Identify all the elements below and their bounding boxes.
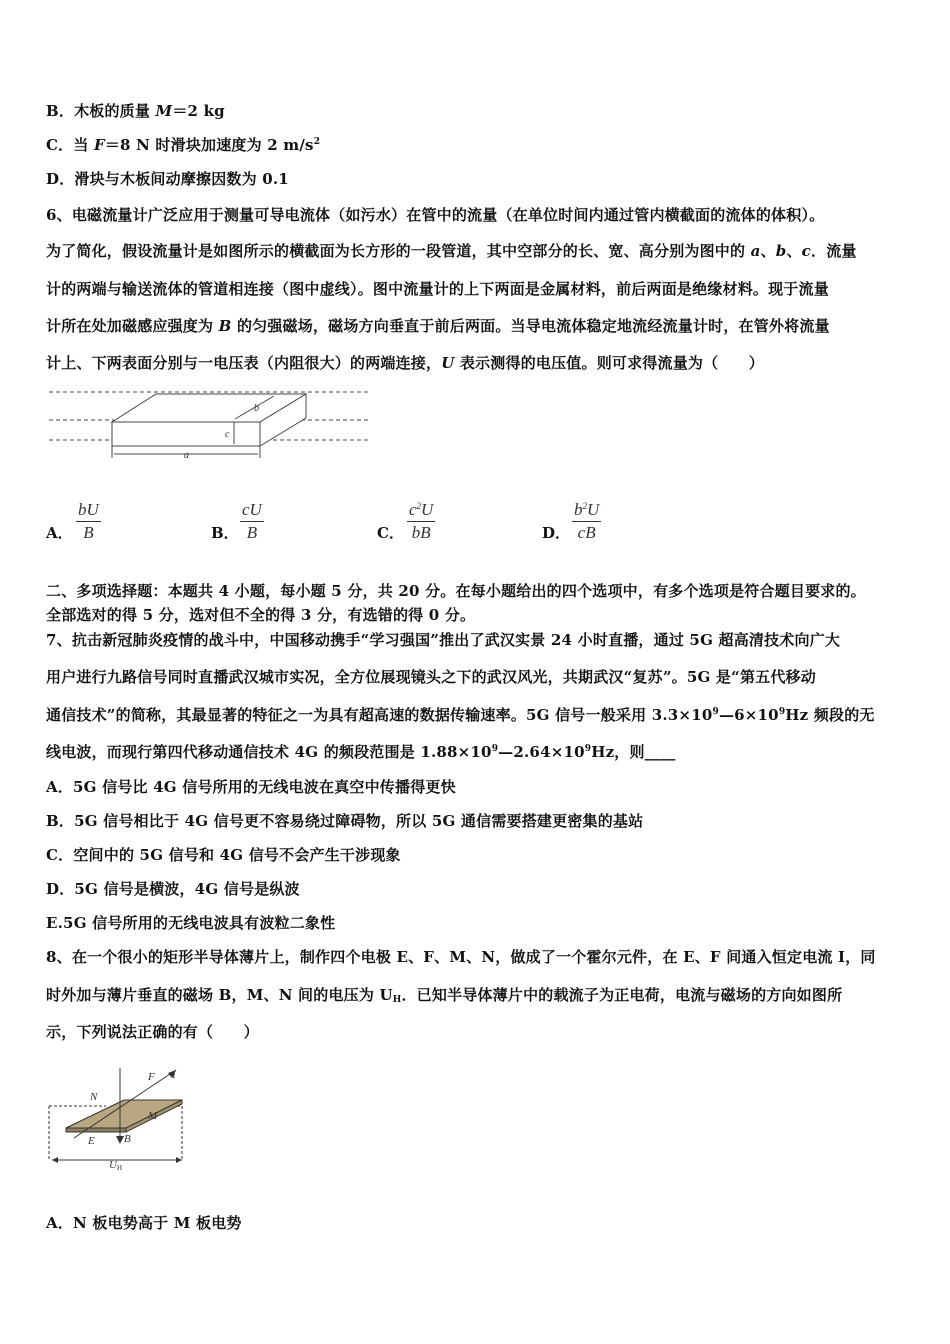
label-f: F: [148, 1071, 155, 1083]
q5-option-d: D．滑块与木板间动摩擦因数为 0.1: [46, 170, 289, 188]
q7-option-e: E.5G 信号所用的无线电波具有波粒二象性: [46, 914, 336, 932]
q6-text-line2: 为了简化，假设流量计是如图所示的横截面为长方形的一段管道，其中空部分的长、宽、高分别为图中的 a、b、c．流量: [46, 242, 857, 260]
q7-option-b: B．5G 信号相比于 4G 信号更不容易绕过障碍物，所以 5G 通信需要搭建更密集的基站: [46, 812, 644, 830]
voltage-arrow-right: [176, 1157, 182, 1163]
voltage-arrow-left: [52, 1157, 58, 1163]
q8-text-line1: 8、在一个很小的矩形半导体薄片上，制作四个电极 E、F、M、N，做成了一个霍尔元件，在 E、F 间通入恒定电流 I，同: [46, 948, 876, 966]
label-c: c: [225, 429, 230, 440]
section2-line2: 全部选对的得 5 分，选对但不全的得 3 分，有选错的得 0 分。: [46, 606, 476, 624]
q6-option-b-label: B．: [211, 524, 239, 542]
q8-option-a: A．N 板电势高于 M 板电势: [46, 1214, 242, 1232]
q6-option-c-label: C．: [377, 524, 404, 542]
q5-option-b: B．木板的质量 M＝2 kg: [46, 102, 225, 120]
label-u: U: [109, 1159, 117, 1171]
label-m: M: [148, 1110, 158, 1122]
label-a: a: [184, 450, 189, 461]
q7-text-line1: 7、抗击新冠肺炎疫情的战斗中，中国移动携手“学习强国”推出了武汉实景 24 小时直播，通过 5G 超高清技术向广大: [46, 631, 841, 649]
q6-option-c-formula: $\frac{c^2U}{bB}$: [409, 500, 434, 542]
label-n: N: [90, 1091, 98, 1103]
q7-option-c: C．空间中的 5G 信号和 4G 信号不会产生干涉现象: [46, 846, 401, 864]
q6-text-line5: 计上、下两表面分别与一电压表（内阻很大）的两端连接，U 表示测得的电压值。则可求得流量为（ ）: [46, 354, 764, 372]
q7-option-a: A．5G 信号比 4G 信号所用的无线电波在真空中传播得更快: [46, 778, 456, 796]
q6-option-a-label: A．: [46, 524, 73, 542]
label-u-sub: H: [117, 1164, 123, 1172]
q7-option-d: D．5G 信号是横波，4G 信号是纵波: [46, 880, 300, 898]
q7-text-line3: 通信技术”的简称，其最显著的特征之一为具有超高速的数据传输速率。5G 信号一般采用 $3.3\times 10^9—6\times 10^9Hz$ 频段的无: [46, 706, 875, 724]
magnetic-field-arrowhead: [116, 1136, 124, 1144]
q8-text-line3: 示，下列说法正确的有（ ）: [46, 1023, 259, 1041]
q5-option-c: C．当 F＝8 N 时滑块加速度为 2 $m/s^2$: [46, 136, 321, 154]
q6-text-line4: 计所在处加磁感应强度为 B 的匀强磁场，磁场方向垂直于前后两面。当导电流体稳定地流经流量计时，在管外将流量: [46, 317, 830, 335]
flow-meter-figure: [44, 382, 374, 462]
label-e: E: [88, 1135, 95, 1147]
plate-front-edge: [66, 1128, 126, 1132]
q6-option-d-label: D．: [542, 524, 571, 542]
hall-element-figure: [44, 1062, 194, 1172]
q6-option-a-formula: $\frac{bU}{B}$: [78, 500, 99, 542]
q6-option-d-formula: $\frac{b^2U}{cB}$: [574, 500, 600, 542]
q6-text-line1: 6、电磁流量计广泛应用于测量可导电流体（如污水）在管中的流量（在单位时间内通过管内横截面的流体的体积）。: [46, 206, 825, 224]
q7-text-line2: 用户进行九路信号同时直播武汉城市实况，全方位展现镜头之下的武汉风光，共期武汉“复苏”。5G 是“第五代移动: [46, 668, 816, 686]
label-b: b: [254, 403, 259, 414]
label-i: I: [172, 1069, 176, 1081]
q6-option-b-formula: $\frac{cU}{B}$: [242, 500, 262, 542]
box-front-face: [112, 422, 260, 446]
label-b: B: [124, 1133, 131, 1145]
q8-text-line2: 时外加与薄片垂直的磁场 B，M、N 间的电压为 $U_H$．已知半导体薄片中的载流子为正电荷，电流与磁场的方向如图所: [46, 986, 843, 1005]
section2-line1: 二、多项选择题：本题共 4 小题，每小题 5 分，共 20 分。在每小题给出的四个选项中，有多个选项是符合题目要求的。: [46, 582, 866, 600]
q7-text-line4: 线电波，而现行第四代移动通信技术 4G 的频段范围是 $1.88\times 10^9—2.64\times 10^9Hz$，则____: [46, 743, 676, 761]
q6-text-line3: 计的两端与输送流体的管道相连接（图中虚线）。图中流量计的上下两面是金属材料，前后两面是绝缘材料。现于流量: [46, 280, 829, 298]
